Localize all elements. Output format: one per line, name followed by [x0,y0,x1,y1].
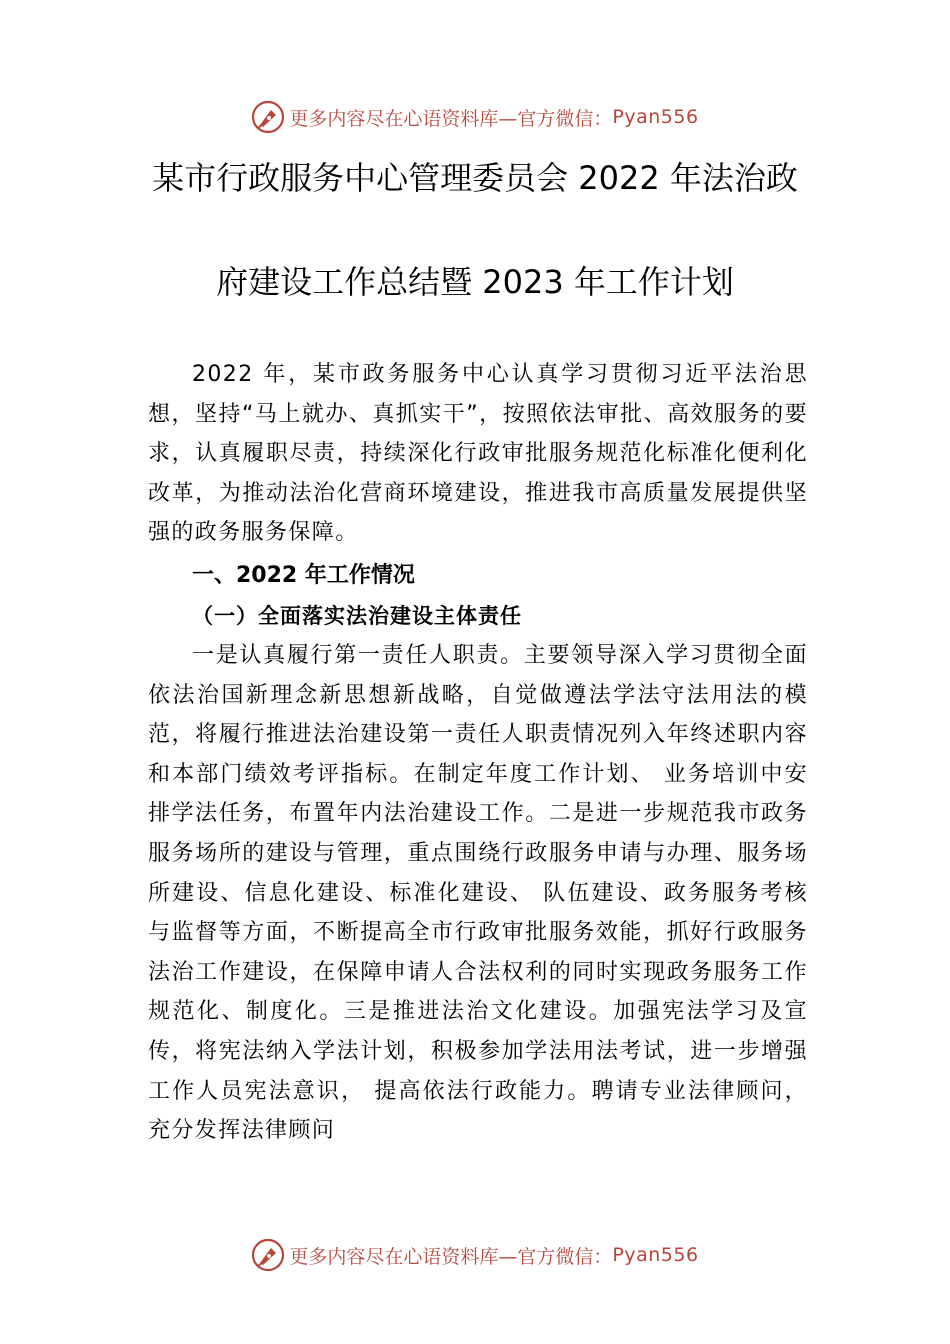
watermark-text: 更多内容尽在心语资料库—官方微信： [289,1245,613,1268]
watermark-footer [0,1238,950,1272]
pen-nib-logo-icon [251,1238,285,1272]
document-body [148,355,808,1151]
document-title-line1: 某市行政服务中心管理委员会 2022 年法治政 [152,159,798,197]
watermark-text: 更多内容尽在心语资料库—官方微信： [289,107,613,130]
body-paragraph: 一是认真履行第一责任人职责。主要领导深入学习贯彻全面依法治国新理念新思想新战略，自觉做遵法学法守法用法的模范，将履行推进法治建设第一责任人职责情况列入年终述职内容和本部门绩效考评指标。在制定年度工作计划、 业务培训中安排学法任务，布置年内法治建设工作。二是进一步规范我市政务服务场所的建设与管理，重点围绕行政服务申请与办理、服务场所建设、信息化建设、标准化建设、 队伍建设、政务服务考核与监督等方面，不断提高全市行政审批服务效能，抓好行政服务法治工作建设，在保障申请人合法权利的同时实现政务服务工作规范化、制度化。三是推进法治文化建设。加强宪法学习及宣传，将宪法纳入学法计划，积极参加学法用法考试，进一步增强工作人员宪法意识， 提高依法行政能力。聘请专业法律顾问，充分发挥法律顾问 [148,642,808,1144]
pen-nib-logo-icon [251,100,285,134]
section-heading: 一、2022 年工作情况 [192,562,415,588]
watermark-account: Pyan556 [612,106,699,128]
subsection-heading: （一）全面落实法治建设主体责任 [192,602,522,628]
watermark-header [0,100,950,134]
document-title-line2: 府建设工作总结暨 2023 年工作计划 [216,263,734,301]
watermark-account: Pyan556 [612,1244,699,1266]
intro-paragraph: 2022 年，某市政务服务中心认真学习贯彻习近平法治思想，坚持“马上就办、真抓实干”，按照依法审批、高效服务的要求，认真履职尽责，持续深化行政审批服务规范化标准化便利化改革，为推动法治化营商环境建设，推进我市高质量发展提供坚强的政务服务保障。 [148,362,808,546]
